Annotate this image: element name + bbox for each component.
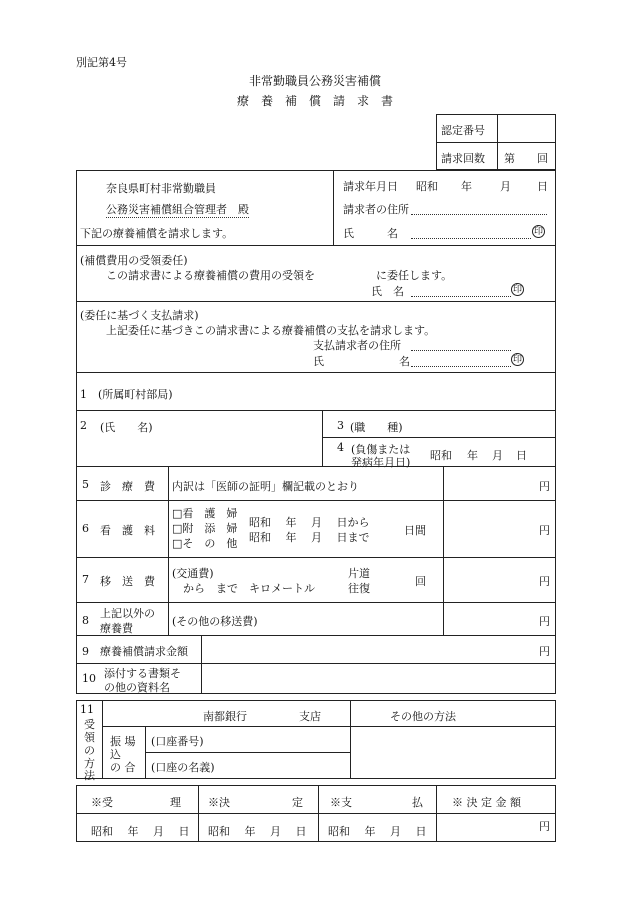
delegation-name-field[interactable] [411, 283, 511, 297]
receipt-label-char3: の [84, 744, 95, 757]
row9-total-label: 9 療養補償請求金額 [82, 645, 188, 658]
request-count-label: 請求回数 [441, 152, 485, 165]
row6-option-other[interactable]: □そ の 他 [172, 537, 238, 550]
row8-number: 8 [82, 614, 89, 627]
row7-times: 回 [415, 575, 426, 588]
requester-name-label: 氏 名 [343, 227, 398, 240]
request-date-month: 月 [500, 180, 511, 193]
receipt-number: 11 [80, 703, 94, 716]
transfer-label-b: 込 [110, 748, 121, 761]
payer-seal-icon: 印 [512, 355, 522, 365]
account-name-label: (口座の名義) [151, 761, 215, 774]
item3-number: 3 [337, 419, 344, 432]
row6-yen: 円 [539, 524, 550, 537]
requester-address-label: 請求者の住所 [343, 203, 409, 216]
row6-option-nurse[interactable]: □看 護 婦 [172, 507, 238, 520]
row7-oneway: 片道 [348, 567, 370, 580]
kai-label: 回 [537, 152, 548, 165]
bank-name: 南都銀行 [203, 710, 247, 723]
requester-address-field[interactable] [411, 201, 547, 215]
receipt-label-char1: 受 [84, 718, 95, 731]
addressee-line2: 公務災害補償組合管理者 殿 [106, 203, 249, 216]
row8-description: (その他の移送費) [172, 615, 258, 628]
receipt-label-char5: 法 [84, 769, 95, 782]
request-date-era: 昭和 [416, 180, 438, 193]
row5-label: 診 療 費 [100, 480, 155, 493]
row9-yen: 円 [539, 645, 550, 658]
row8-label-line2: 療養費 [100, 622, 133, 635]
row10-label-line1: 添付する書類そ [104, 667, 181, 680]
delegation-text-b: に委任します。 [376, 269, 453, 282]
item4-era: 昭和 [430, 449, 452, 462]
row7-label: 移 送 費 [100, 575, 155, 588]
row7-roundtrip: 往復 [348, 582, 370, 595]
cert-number-field[interactable] [500, 117, 553, 139]
row6-number: 6 [82, 522, 89, 535]
decision-stamp-label: ※決 [208, 796, 230, 809]
account-number-label: (口座番号) [151, 735, 204, 748]
payment-request-heading: (委任に基づく支払請求) [80, 309, 199, 322]
other-method-label: その他の方法 [390, 710, 456, 723]
transfer-label-c: の 合 [110, 761, 136, 774]
requester-seal-icon: 印 [533, 227, 543, 237]
receipt-label-char4: 方 [84, 757, 95, 770]
row5-description: 内訳は「医師の証明」欄記載のとおり [172, 480, 359, 493]
bank-branch-label: 支店 [299, 710, 321, 723]
request-statement: 下記の療養補償を請求します。 [80, 227, 234, 240]
delegation-seal-icon: 印 [512, 285, 522, 295]
request-date-label: 請求年月日 [343, 180, 398, 193]
delegation-name-label: 氏 名 [371, 285, 404, 298]
row7-number: 7 [82, 573, 89, 586]
row7-distance: から まで キロメートル [183, 582, 315, 595]
item4-label-line1: (負傷または [351, 443, 411, 456]
row8-yen: 円 [539, 615, 550, 628]
item3-occupation-label: (職 種) [350, 421, 403, 434]
row10-number: 10 [82, 672, 96, 685]
item2-name-label: (氏 名) [100, 421, 153, 434]
dai-label: 第 [504, 152, 515, 165]
item4-year: 年 [467, 449, 478, 462]
decided-amount-yen: 円 [539, 820, 550, 833]
delegation-heading: (補償費用の受領委任) [80, 254, 188, 267]
row6-date-to: 昭和 年 月 日まで [249, 531, 370, 544]
cert-number-label: 認定番号 [441, 124, 485, 137]
receipt-label-char2: 領 [84, 731, 95, 744]
payment-stamp-label-b: 払 [412, 796, 423, 809]
row10-label-line2: の他の資料名 [104, 681, 170, 694]
row6-option-attendant[interactable]: □附 添 婦 [172, 522, 238, 535]
item2-number: 2 [80, 419, 87, 432]
receipt-date: 昭和 年 月 日 [91, 825, 190, 838]
request-date-day: 日 [537, 180, 548, 193]
item4-label-line2: 発病年月日) [351, 456, 411, 469]
request-count-field[interactable] [516, 145, 534, 167]
requester-name-field[interactable] [411, 225, 531, 239]
receipt-stamp-label: ※受 [91, 796, 113, 809]
item4-number: 4 [337, 441, 344, 454]
payer-name-field[interactable] [411, 353, 511, 367]
item4-month: 月 [492, 449, 503, 462]
row8-label-line1: 上記以外の [100, 607, 155, 620]
row5-number: 5 [82, 478, 89, 491]
payer-address-field[interactable] [411, 337, 511, 351]
payment-request-text: 上記委任に基づきこの請求書による療養補償の支払を請求します。 [106, 324, 436, 337]
addressee-line1: 奈良県町村非常勤職員 [106, 182, 216, 195]
row6-date-from: 昭和 年 月 日から [249, 516, 370, 529]
row7-transport-label: (交通費) [172, 567, 214, 580]
form-number: 別記第4号 [76, 56, 127, 69]
transfer-label-a: 振 場 [110, 735, 136, 748]
payer-name-label-b: 名 [399, 355, 410, 368]
item4-day: 日 [516, 449, 527, 462]
payer-address-label: 支払請求者の住所 [313, 339, 401, 352]
receipt-stamp-label-b: 理 [170, 796, 181, 809]
decided-amount-label: ※ 決 定 金 額 [452, 796, 521, 809]
payer-name-label-a: 氏 [313, 355, 324, 368]
row6-days: 日間 [404, 524, 426, 537]
decision-date: 昭和 年 月 日 [208, 825, 307, 838]
row6-label: 看 護 料 [100, 524, 155, 537]
request-date-year: 年 [461, 180, 472, 193]
item1-department-label: 1 (所属町村部局) [80, 388, 173, 401]
form-title-line2: 療 養 補 償 請 求 書 [236, 94, 393, 108]
payment-stamp-label: ※支 [330, 796, 352, 809]
row5-yen: 円 [539, 480, 550, 493]
delegation-text-a: この請求書による療養補償の費用の受領を [106, 269, 315, 282]
row7-yen: 円 [539, 575, 550, 588]
decision-stamp-label-b: 定 [292, 796, 303, 809]
form-title-line1: 非常勤職員公務災害補償 [248, 74, 381, 88]
payment-date: 昭和 年 月 日 [328, 825, 427, 838]
